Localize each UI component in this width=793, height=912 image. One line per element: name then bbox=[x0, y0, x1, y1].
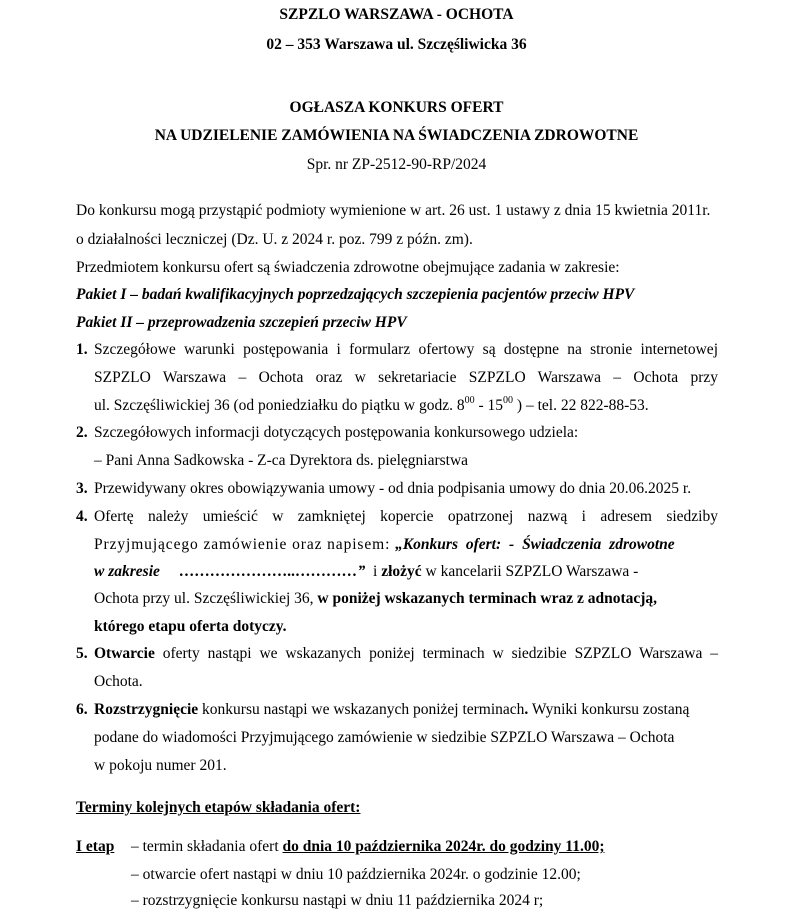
item-2-contact: – Pani Anna Sadkowska - Z-ca Dyrektora ds. pielęgniarstwa bbox=[94, 452, 469, 469]
item-4-line-4 bbox=[94, 590, 657, 608]
item-4-deadline-note: w poniżej wskazanych terminach wraz z adnotacją, bbox=[317, 590, 658, 607]
item-4-line-2 bbox=[94, 536, 675, 554]
stage-opening: – otwarcie ofert nastąpi w dniu 10 października 2024r. o godzinie 12.00; bbox=[131, 866, 581, 883]
item-4-envelope-label: „Konkurs ofert: - Świadczenia zdrowotne bbox=[395, 536, 675, 553]
item-6-line-2: podane do wiadomości Przyjmującego zamówienie w siedzibie SZPZLO Warszawa – Ochota bbox=[94, 729, 675, 746]
intro-line-2: o działalności leczniczej (Dz. U. z 2024 r. poz. 799 z późn. zm). bbox=[76, 231, 473, 248]
item-6-keyword: Rozstrzygnięcie bbox=[94, 701, 199, 718]
title-line-2: NA UDZIELENIE ZAMÓWIENIA NA ŚWIADCZENIA ZDROWOTNE bbox=[154, 127, 639, 144]
item-1-hours-dash: - 15 bbox=[474, 397, 504, 414]
item-6-number: 6. bbox=[76, 701, 88, 718]
terms-heading: Terminy kolejnych etapów składania ofert: bbox=[76, 799, 361, 816]
pakiet-1: Pakiet I – badań kwalifikacyjnych poprzedzających szczepienia pacjentów przeciw HPV bbox=[76, 286, 635, 303]
intro-line-3: Przedmiotem konkursu ofert są świadczenia zdrowotne obejmujące zadania w zakresie: bbox=[76, 259, 620, 276]
item-5-line-1 bbox=[94, 645, 718, 663]
item-6-results: Wyniki konkursu zostaną bbox=[528, 701, 690, 718]
item-3-number: 3. bbox=[76, 480, 88, 497]
item-1-number: 1. bbox=[76, 341, 88, 358]
stage-resolution: – rozstrzygnięcie konkursu nastąpi w dniu 11 października 2024 r; bbox=[131, 892, 544, 909]
item-4-submit-verb: złożyć bbox=[381, 563, 422, 580]
item-4-address: Ochota przy ul. Szczęśliwickiej 36, bbox=[94, 590, 318, 607]
item-6-line-1 bbox=[94, 701, 689, 719]
item-4-office: w kancelarii SZPZLO Warszawa - bbox=[421, 563, 639, 580]
item-5-line-2: Ochota. bbox=[94, 673, 143, 690]
stage-label: I etap bbox=[76, 838, 115, 855]
item-1-sup-2: 00 bbox=[503, 394, 514, 406]
reference-number: Spr. nr ZP-2512-90-RP/2024 bbox=[306, 156, 487, 173]
item-6-line-3: w pokoju numer 201. bbox=[94, 757, 227, 774]
item-5-text: oferty nastąpi we wskazanych poniżej terminach w siedzibie SZPZLO Warszawa – bbox=[154, 645, 718, 662]
item-4-line-3 bbox=[94, 563, 638, 581]
title-line-1: OGŁASZA KONKURS OFERT bbox=[289, 99, 504, 116]
item-5-keyword: Otwarcie bbox=[94, 645, 155, 662]
item-1-phone: ) – tel. 22 822-88-53. bbox=[513, 397, 649, 414]
item-1-hours-text: ul. Szczęśliwickiej 36 (od poniedziałku do piątku w godz. 8 bbox=[94, 397, 465, 414]
pakiet-2: Pakiet II – przeprowadzenia szczepień przeciw HPV bbox=[76, 314, 407, 331]
item-3-line-1: Przewidywany okres obowiązywania umowy - od dnia podpisania umowy do dnia 20.06.2025 r. bbox=[94, 480, 692, 497]
org-name: SZPZLO WARSZAWA - OCHOTA bbox=[279, 6, 514, 23]
stage-deadline-date: do dnia 10 października 2024r. do godziny 11.00; bbox=[282, 838, 605, 855]
item-1-sup-1: 00 bbox=[464, 394, 475, 406]
org-address: 02 – 353 Warszawa ul. Szczęśliwicka 36 bbox=[266, 36, 527, 53]
item-6-period: . bbox=[524, 701, 529, 718]
item-1-line-1: Szczegółowe warunki postępowania i formularz ofertowy są dostępne na stronie internetowej bbox=[94, 341, 718, 358]
stage-deadline bbox=[131, 838, 604, 856]
item-4-and: i bbox=[365, 563, 382, 580]
item-6-text: konkursu nastąpi we wskazanych poniżej terminach bbox=[198, 701, 525, 718]
item-1-line-2: SZPZLO Warszawa – Ochota oraz w sekretariacie SZPZLO Warszawa – Ochota przy bbox=[94, 369, 718, 386]
item-4-line-5: którego etapu oferta dotyczy. bbox=[94, 618, 287, 635]
item-4-label-text: Przyjmującego zamówienie oraz napisem: bbox=[94, 536, 396, 553]
stage-deadline-text: – termin składania ofert bbox=[131, 838, 283, 855]
item-1-line-3 bbox=[94, 394, 649, 415]
item-2-line-1: Szczegółowych informacji dotyczących postępowania konkursowego udziela: bbox=[94, 424, 579, 441]
item-2-number: 2. bbox=[76, 424, 88, 441]
item-5-number: 5. bbox=[76, 645, 88, 662]
item-4-envelope-scope: w zakresie …………………..…………” bbox=[94, 563, 366, 580]
item-4-number: 4. bbox=[76, 508, 88, 525]
item-4-line-1: Ofertę należy umieścić w zamkniętej kopercie opatrzonej nazwą i adresem siedziby bbox=[94, 508, 718, 525]
intro-line-1: Do konkursu mogą przystąpić podmioty wymienione w art. 26 ust. 1 ustawy z dnia 15 kwietnia 2011r. bbox=[76, 202, 711, 219]
